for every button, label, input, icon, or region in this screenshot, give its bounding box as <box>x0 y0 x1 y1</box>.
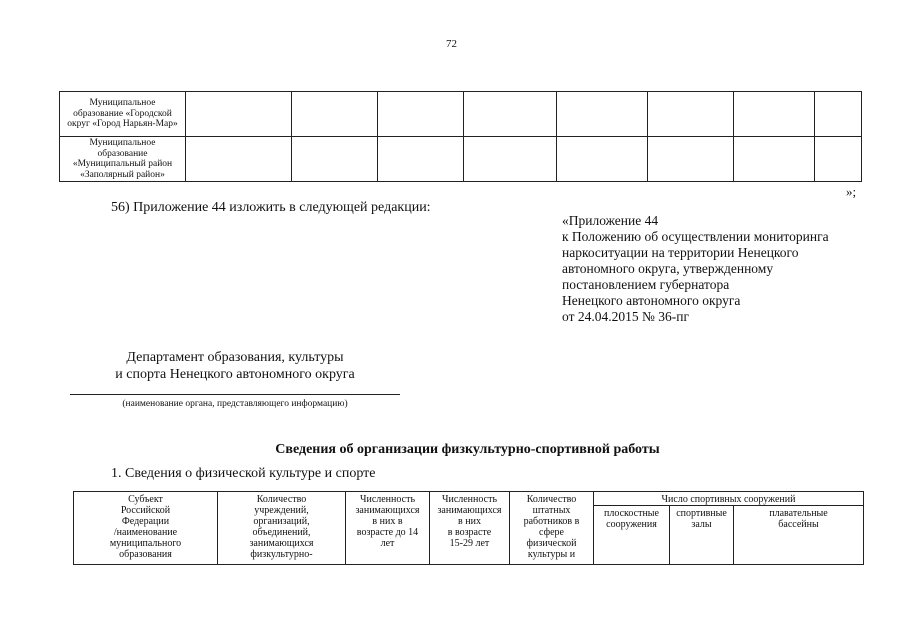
header-line: бассейны <box>778 519 819 530</box>
page-number: 72 <box>446 38 457 50</box>
empty-cell <box>734 137 815 182</box>
header-line: организаций, <box>253 516 310 527</box>
empty-cell <box>557 92 648 137</box>
header-line: плоскостные <box>604 508 659 519</box>
header-line: в них <box>458 516 481 527</box>
header-line: Федерации <box>121 516 170 527</box>
empty-cell <box>648 137 734 182</box>
empty-cell <box>378 137 464 182</box>
header-line: плавательные <box>769 508 828 519</box>
appendix-line: «Приложение 44 <box>562 213 659 228</box>
empty-cell <box>186 92 292 137</box>
closing-quote: »; <box>846 184 857 199</box>
document-title: Сведения об организации физкультурно-спортивной работы <box>275 442 660 457</box>
cell-line: «Заполярный район» <box>80 169 165 180</box>
top-table <box>59 91 862 182</box>
header-line: физической <box>526 538 577 549</box>
appendix-line: наркоситуации на территории Ненецкого <box>562 245 799 260</box>
header-line: сооружения <box>606 519 657 530</box>
header-line: занимающихся <box>249 538 314 549</box>
header-sports-facilities: Число спортивных сооружений <box>594 492 864 506</box>
cell-line: округ «Город Нарьян-Мар» <box>67 119 178 130</box>
empty-cell <box>648 92 734 137</box>
header-line: /наименование <box>113 527 178 538</box>
header-line: штатных <box>532 505 571 516</box>
header-line: Количество <box>256 494 307 505</box>
header-line: образования <box>119 549 172 560</box>
header-institutions <box>218 492 346 565</box>
header-swimming-pools <box>734 506 864 565</box>
header-15-29 <box>430 492 510 565</box>
header-line: Численность <box>441 494 498 505</box>
cell-line: образование «Городской <box>73 108 172 119</box>
header-line: Численность <box>359 494 416 505</box>
header-line: 15-29 лет <box>449 538 490 549</box>
empty-cell <box>292 137 378 182</box>
appendix-block <box>562 213 829 325</box>
signature-underline <box>70 394 400 395</box>
empty-cell <box>292 92 378 137</box>
header-line: возрасте до 14 <box>356 527 419 538</box>
empty-cell <box>734 92 815 137</box>
header-subject <box>74 492 218 565</box>
department-name <box>70 349 400 383</box>
header-flat-facilities <box>594 506 670 565</box>
appendix-line: Ненецкого автономного округа <box>562 293 741 308</box>
empty-cell <box>464 92 557 137</box>
empty-cell <box>186 137 292 182</box>
row-label-zapolyarny <box>60 137 186 182</box>
cell-line: Муниципальное <box>89 138 156 148</box>
row-label-naryan-mar <box>60 92 186 137</box>
header-line: муниципального <box>109 538 182 549</box>
header-line: в них в <box>372 516 403 527</box>
department-line: Департамент образования, культуры <box>126 350 344 365</box>
appendix-line: автономного округа, утвержденному <box>562 261 774 276</box>
table-row <box>60 137 862 182</box>
header-line: в возрасте <box>447 527 492 538</box>
department-caption: (наименование органа, представляющего информацию) <box>122 399 348 409</box>
empty-cell <box>815 92 862 137</box>
header-staff <box>510 492 594 565</box>
table-header-row <box>74 492 864 506</box>
appendix-line: к Положению об осуществлении мониторинга <box>562 229 829 244</box>
sports-table <box>73 491 864 565</box>
empty-cell <box>815 137 862 182</box>
cell-line: Муниципальное <box>89 98 156 109</box>
header-line: Российской <box>120 505 171 516</box>
header-line: спортивные <box>676 508 727 519</box>
header-line: Количество <box>526 494 577 505</box>
header-line: сфере <box>539 527 564 538</box>
header-line: занимающихся <box>355 505 420 516</box>
header-sports-halls <box>670 506 734 565</box>
header-line: учреждений, <box>254 505 309 516</box>
header-line: работников в <box>523 516 580 527</box>
header-line: залы <box>691 519 712 530</box>
cell-line: «Муниципальный район <box>72 159 173 169</box>
cell-line: образование <box>97 148 148 159</box>
header-line: объединений, <box>252 527 311 538</box>
section-heading: 1. Сведения о физической культуре и спорте <box>111 466 376 481</box>
empty-cell <box>464 137 557 182</box>
table-row <box>60 92 862 137</box>
header-line: занимающихся <box>437 505 502 516</box>
department-line: и спорта Ненецкого автономного округа <box>115 367 355 382</box>
appendix-line: от 24.04.2015 № 36-пг <box>562 309 689 324</box>
header-line: Субъект <box>128 494 163 505</box>
empty-cell <box>378 92 464 137</box>
header-line: физкультурно- <box>250 549 313 560</box>
header-under-14 <box>346 492 430 565</box>
header-line: культуры и <box>527 549 576 560</box>
appendix-line: постановлением губернатора <box>562 277 730 292</box>
empty-cell <box>557 137 648 182</box>
header-line: лет <box>380 538 395 549</box>
instruction-text: 56) Приложение 44 изложить в следующей редакции: <box>111 200 431 215</box>
